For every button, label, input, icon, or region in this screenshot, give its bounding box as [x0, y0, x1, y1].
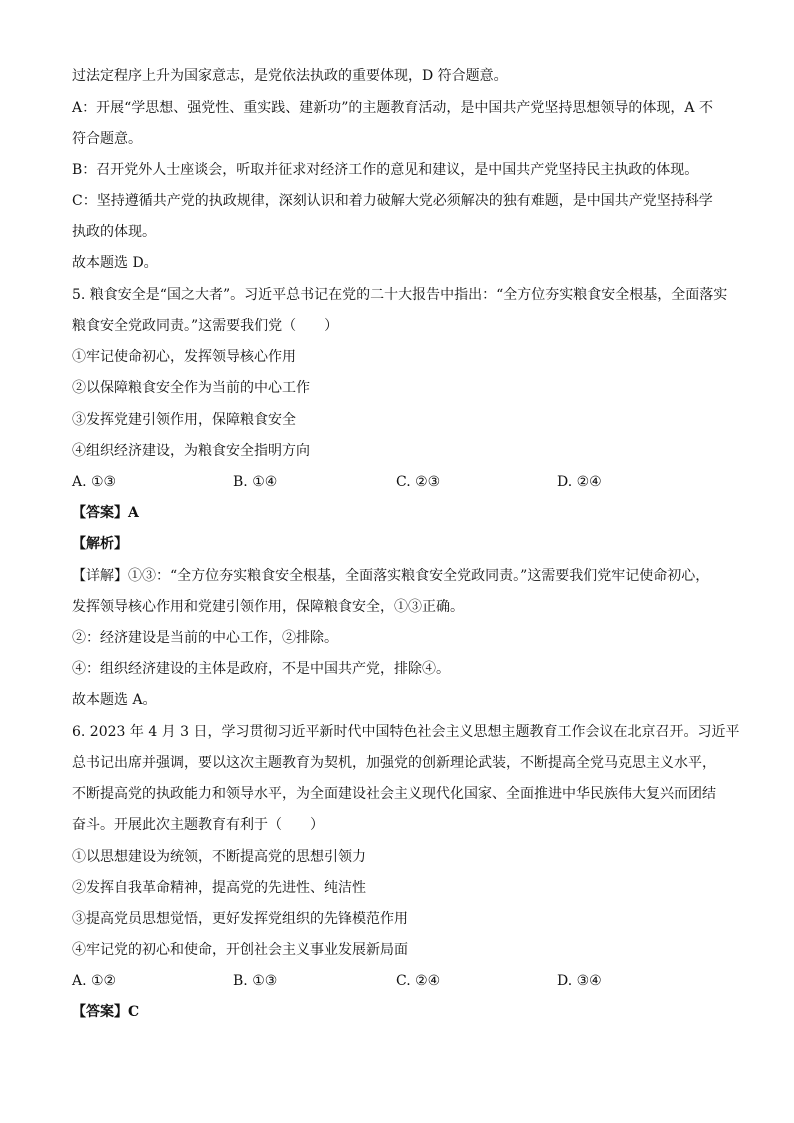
option-a: A. ①② — [72, 973, 117, 989]
statement-item: ①牢记使命初心，发挥领导核心作用 — [72, 349, 296, 365]
option-d: D. ③④ — [557, 973, 602, 989]
question-stem: 粮食安全党政同责。”这需要我们党（ ） — [72, 318, 339, 334]
text-line: 过法定程序上升为国家意志，是党依法执政的重要体现，D 符合题意。 — [72, 68, 508, 84]
detail-line: ④：组织经济建设的主体是政府，不是中国共产党，排除④。 — [72, 661, 450, 677]
text-line: A：开展“学思想、强党性、重实践、建新功”的主题教育活动，是中国共产党坚持思想领导的体现，A 不 — [72, 100, 713, 116]
statement-item: ④组织经济建设，为粮食安全指明方向 — [72, 443, 310, 459]
statement-item: ②以保障粮食安全作为当前的中心工作 — [72, 380, 310, 396]
text-line: 执政的体现。 — [72, 224, 156, 240]
detail-line: 故本题选 A。 — [72, 692, 157, 708]
question-stem: 奋斗。开展此次主题教育有利于（ ） — [72, 817, 324, 833]
question-stem: 不断提高党的执政能力和领导水平，为全面建设社会主义现代化国家、全面推进中华民族伟大复兴而团结 — [72, 786, 716, 802]
option-d: D. ②④ — [557, 474, 602, 490]
detail-line: ②：经济建设是当前的中心工作，②排除。 — [72, 630, 338, 646]
option-c: C. ②③ — [396, 474, 441, 490]
text-line: B：召开党外人士座谈会，听取并征求对经济工作的意见和建议，是中国共产党坚持民主执政的体现。 — [72, 162, 699, 178]
statement-item: ④牢记党的初心和使命，开创社会主义事业发展新局面 — [72, 942, 408, 958]
answer-label: 【答案】A — [72, 505, 139, 521]
answer-label: 【答案】C — [72, 1004, 140, 1020]
question-stem: 6. 2023 年 4 月 3 日，学习贯彻习近平新时代中国特色社会主义思想主题教育工作会议在北京召开。习近平 — [72, 724, 740, 740]
text-line: C：坚持遵循共产党的执政规律，深刻认识和着力破解大党必须解决的独有难题，是中国共产党坚持科学 — [72, 193, 713, 209]
statement-item: ①以思想建设为统领，不断提高党的思想引领力 — [72, 849, 366, 865]
question-stem: 总书记出席并强调，要以这次主题教育为契机，加强党的创新理论武装，不断提高全党马克思主义水平， — [72, 755, 716, 771]
option-b: B. ①③ — [233, 973, 278, 989]
detail-line: 发挥领导核心作用和党建引领作用，保障粮食安全，①③正确。 — [72, 599, 464, 615]
option-a: A. ①③ — [72, 474, 117, 490]
statement-item: ③发挥党建引领作用，保障粮食安全 — [72, 412, 296, 428]
text-line: 故本题选 D。 — [72, 255, 158, 271]
analysis-label: 【解析】 — [72, 536, 128, 552]
statement-item: ②发挥自我革命精神，提高党的先进性、纯洁性 — [72, 880, 366, 896]
detail-line: 【详解】①③：“全方位夯实粮食安全根基，全面落实粮食安全党政同责。”这需要我们党牢记使命初心， — [72, 568, 710, 584]
text-line: 符合题意。 — [72, 131, 142, 147]
option-b: B. ①④ — [233, 474, 278, 490]
question-stem: 5. 粮食安全是“国之大者”。习近平总书记在党的二十大报告中指出：“全方位夯实粮食安全根基，全面落实 — [72, 287, 728, 303]
statement-item: ③提高党员思想觉悟，更好发挥党组织的先锋模范作用 — [72, 911, 408, 927]
option-c: C. ②④ — [396, 973, 441, 989]
